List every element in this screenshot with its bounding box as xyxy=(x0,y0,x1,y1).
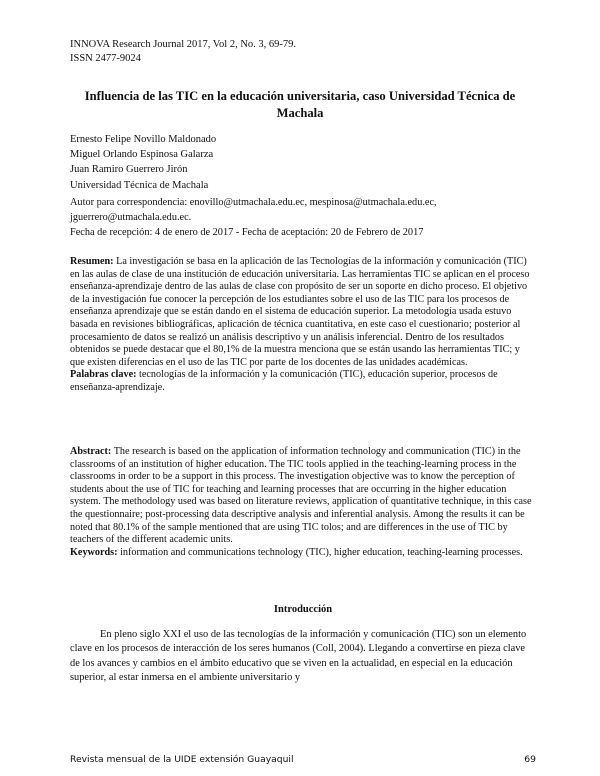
abstract-keywords xyxy=(70,547,536,560)
paper-title: Influencia de las TIC en la educación universitaria, caso Universidad Técnica de Machala xyxy=(84,89,516,120)
issn: ISSN 2477-9024 xyxy=(70,53,141,64)
resumen-text: La investigación se basa en la aplicación de las Tecnologías de la información y comunicación (TIC) en las aulas de clase de una institución de educación universitaria. Las herramientas TIC se aplican en el proceso enseñanza-aprendizaje dentro de las aulas de clase con propósito de ser un soporte en dicho proceso. El objetivo de la investigación fue conocer la percepción de los estudiantes sobre el uso de las TIC para los procesos de enseñanza aprendizaje que se están dando en el sistema de educación superior. La metodología usada estuvo basada en revisiones bibliográficas, aplicación de técnica cuantitativa, en este caso el cuestionario; posterior al procesamiento de datos se realizó un análisis descriptivo y un análisis inferencial. Dentro de los resultados obtenidos se puede destacar que el 80,1% de la muestra menciona que se están usando las herramientas TIC; y que existen diferencias en el uso de las TIC por parte de los docentes de las unidades académicas. xyxy=(70,256,530,368)
correspondence-block xyxy=(70,196,540,240)
abstract-paragraph xyxy=(70,446,536,547)
resumen-keywords xyxy=(70,369,536,394)
footer-journal: Revista mensual de la UIDE extensión Guayaquil xyxy=(70,754,294,765)
resumen-label: Resumen: xyxy=(70,256,114,267)
resumen-paragraph xyxy=(70,256,536,369)
resumen-block xyxy=(70,256,536,395)
abstract-label: Abstract: xyxy=(70,446,112,457)
author-name: Ernesto Felipe Novillo Maldonado xyxy=(70,134,217,145)
author-name: Miguel Orlando Espinosa Galarza xyxy=(70,149,214,161)
affiliation: Universidad Técnica de Machala xyxy=(70,179,209,191)
journal-citation: INNOVA Research Journal 2017, Vol 2, No. 3, 69-79. xyxy=(70,39,297,50)
palabras-clave-text: tecnologías de la información y la comunicación (TIC), educación superior, procesos de enseñanza-aprendizaje. xyxy=(70,369,498,393)
correspondence: Autor para correspondencia: enovillo@utmachala.edu.ec, mespinosa@utmachala.edu.ec, jguerrero@utmachala.edu.ec. xyxy=(70,197,437,223)
keywords-label: Keywords: xyxy=(70,546,118,558)
intro-paragraph: En pleno siglo XXI el uso de las tecnologías de la información y comunicación (TIC) son un elemento clave en los procesos de interacción de los seres humanos (Coll, 2004). Llegando a convertirse en pieza clave de los avances y cambios en el ámbito educativo que se viven en la actualidad, en especial en la educación superior, al estar inmersa en el ambiente universitario y xyxy=(70,629,527,683)
palabras-clave-label: Palabras clave: xyxy=(70,369,137,381)
page-number: 69 xyxy=(524,754,536,765)
abstract-text: The research is based on the application of information technology and communication (TIC) in the classrooms of an institution of higher education. The TIC tools applied in the teaching-learning process in the classrooms in order to be a support in this process. The investigation objective was to know the perception of students about the use of TIC for teaching and learning processes that are occurring in the higher education system. The methodology used was based on literature reviews, application of quantitative technique, in this case the questionnaire; post-processing data descriptive analysis and inferential analysis. Among the results it can be noted that 80.1% of the sample mentioned that are using TIC tolos; and are differences in the use of TIC by teachers of the different academic units. xyxy=(70,446,532,546)
page-footer xyxy=(70,754,536,765)
dates: Fecha de recepción: 4 de enero de 2017 - Fecha de aceptación: 20 de Febrero de 2017 xyxy=(70,226,424,238)
author-list xyxy=(70,132,216,193)
abstract-block xyxy=(70,446,536,559)
keywords-text: information and communications technology (TIC), higher education, teaching-learning processes. xyxy=(120,546,523,558)
section-heading: Introducción xyxy=(273,604,333,615)
author-name: Juan Ramiro Guerrero Jirón xyxy=(70,164,188,176)
